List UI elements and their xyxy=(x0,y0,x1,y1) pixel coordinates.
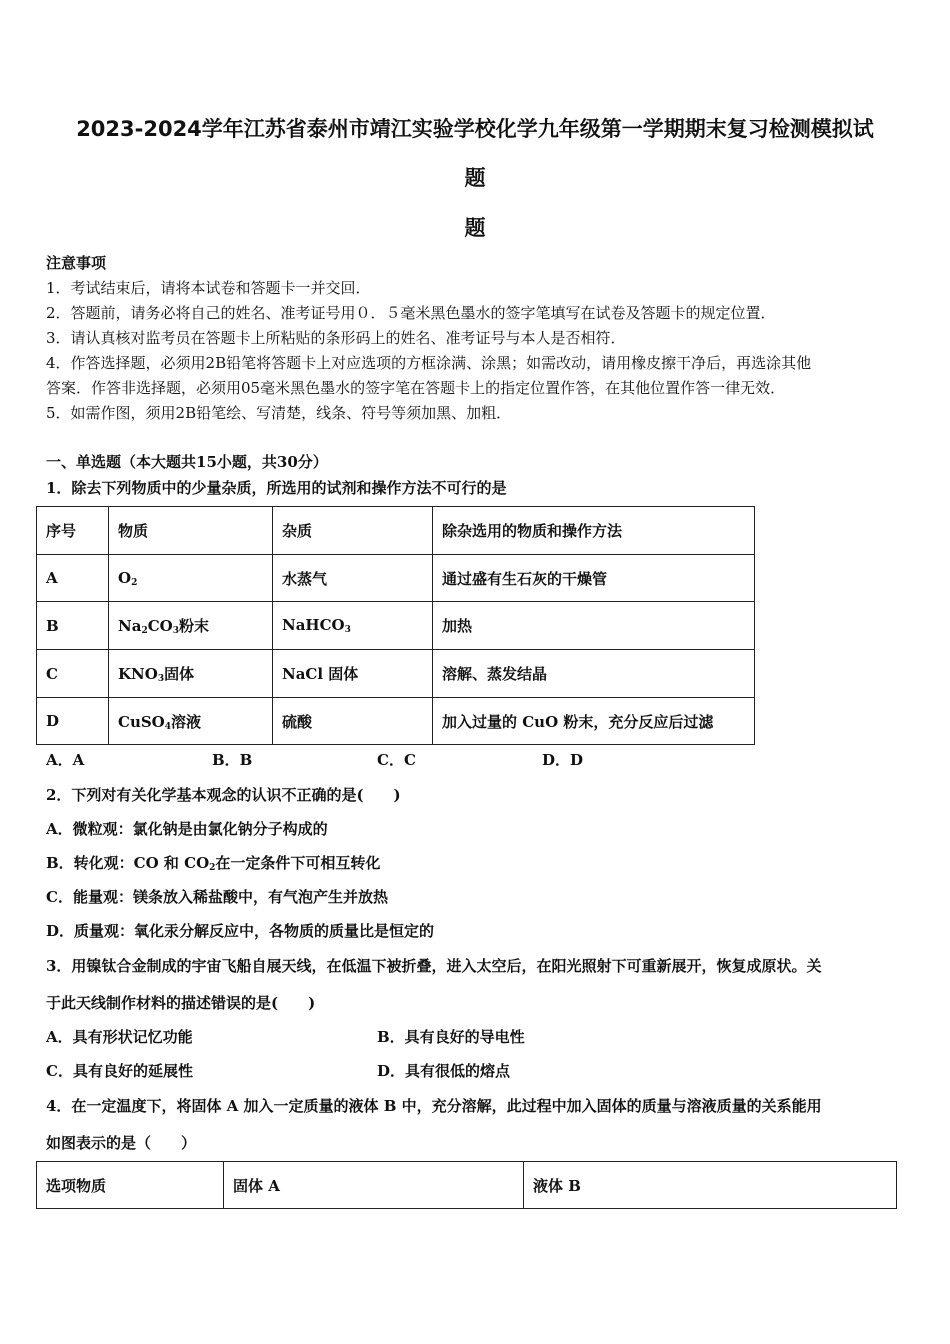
q1-row-d-impurity: 硫酸 xyxy=(273,698,433,745)
q2-option-b[interactable]: B．转化观：CO 和 $CO_2$在一定条件下可相互转化 xyxy=(46,854,381,873)
q4-stem-line2: 如图表示的是（ ） xyxy=(46,1134,197,1152)
q1-row-b-id: B xyxy=(37,602,109,650)
q4-header-solid-a: 固体 A xyxy=(224,1162,524,1209)
q1-row-c-impurity: NaCl 固体 xyxy=(273,650,433,698)
q3-stem-line1: 3．用镍钛合金制成的宇宙飞船自展天线，在低温下被折叠，进入太空后，在阳光照射下可重新展开，恢复成原状。关 xyxy=(46,957,822,975)
notice-heading: 注意事项 xyxy=(46,254,107,272)
q4-header-option: 选项物质 xyxy=(37,1162,224,1209)
q1-row-c-id: C xyxy=(37,650,109,698)
section1-heading: 一、单选题（本大题共15小题，共30分） xyxy=(46,453,328,471)
table-row xyxy=(37,698,755,745)
q4-table-header-row xyxy=(37,1162,897,1209)
q1-stem: 1．除去下列物质中的少量杂质，所选用的试剂和操作方法不可行的是 xyxy=(46,479,507,497)
q1-row-a-id: A xyxy=(37,555,109,602)
exam-title-line3: 题 xyxy=(464,216,486,240)
q1-header-substance: 物质 xyxy=(109,507,273,555)
q4-table xyxy=(36,1161,897,1209)
q1-row-b-impurity: NaHCO$_3$ xyxy=(273,602,433,650)
q1-row-c-substance: $KNO_3$固体 xyxy=(109,650,273,698)
q4-stem-line1: 4．在一定温度下，将固体 A 加入一定质量的液体 B 中，充分溶解，此过程中加入固体的质量与溶液质量的关系能用 xyxy=(46,1097,822,1115)
q1-table xyxy=(36,506,755,745)
q2-option-d[interactable]: D．质量观：氧化汞分解反应中，各物质的质量比是恒定的 xyxy=(46,922,435,940)
q3-option-d[interactable]: D．具有很低的熔点 xyxy=(377,1062,511,1080)
q1-header-impurity: 杂质 xyxy=(273,507,433,555)
table-row xyxy=(37,555,755,602)
q1-option-c[interactable]: C．C xyxy=(377,751,416,769)
q1-row-b-substance: $Na_2CO_3$粉末 xyxy=(109,602,273,650)
q1-row-a-method: 通过盛有生石灰的干燥管 xyxy=(433,555,755,602)
q3-stem-line2: 于此天线制作材料的描述错误的是( ) xyxy=(46,994,316,1012)
q1-header-id: 序号 xyxy=(37,507,109,555)
notice-item-4-cont: 答案．作答非选择题，必须用05毫米黑色墨水的签字笔在答题卡上的指定位置作答，在其他位置作答一律无效． xyxy=(46,379,786,397)
exam-title-line1: 2023-2024学年江苏省泰州市靖江实验学校化学九年级第一学期期末复习检测模拟试 xyxy=(76,117,874,141)
q1-option-b[interactable]: B．B xyxy=(212,751,253,769)
q1-option-d[interactable]: D．D xyxy=(542,751,584,769)
notice-item-2: 2．答题前，请务必将自己的姓名、准考证号用０．５毫米黑色墨水的签字笔填写在试卷及答题卡的规定位置． xyxy=(46,304,776,322)
q3-option-b[interactable]: B．具有良好的导电性 xyxy=(377,1028,525,1046)
table-row xyxy=(37,650,755,698)
q1-row-a-substance: $O_2$ xyxy=(109,555,273,602)
notice-item-5: 5．如需作图，须用2B铅笔绘、写清楚，线条、符号等须加黑、加粗． xyxy=(46,404,512,422)
q1-row-b-method: 加热 xyxy=(433,602,755,650)
q3-option-a[interactable]: A．具有形状记忆功能 xyxy=(46,1028,193,1046)
q2-option-a[interactable]: A．微粒观：氯化钠是由氯化钠分子构成的 xyxy=(46,820,328,838)
q1-row-c-method: 溶解、蒸发结晶 xyxy=(433,650,755,698)
q2-option-c[interactable]: C．能量观：镁条放入稀盐酸中，有气泡产生并放热 xyxy=(46,888,388,906)
q1-row-a-impurity: 水蒸气 xyxy=(273,555,433,602)
q1-row-d-method: 加入过量的 CuO 粉末，充分反应后过滤 xyxy=(433,698,755,745)
q3-option-c[interactable]: C．具有良好的延展性 xyxy=(46,1062,193,1080)
notice-item-3: 3．请认真核对监考员在答题卡上所粘贴的条形码上的姓名、准考证号与本人是否相符． xyxy=(46,329,626,347)
q1-header-method: 除杂选用的物质和操作方法 xyxy=(433,507,755,555)
q1-table-header-row xyxy=(37,507,755,555)
table-row xyxy=(37,602,755,650)
q1-row-d-substance: CuSO$_4$溶液 xyxy=(109,698,273,745)
exam-title-line2: 题 xyxy=(464,166,486,190)
q2-stem: 2．下列对有关化学基本观念的认识不正确的是( ) xyxy=(46,786,401,804)
q1-row-d-id: D xyxy=(37,698,109,745)
q1-option-a[interactable]: A．A xyxy=(46,751,85,769)
notice-item-1: 1．考试结束后，请将本试卷和答题卡一并交回． xyxy=(46,279,371,297)
notice-item-4: 4．作答选择题，必须用2B铅笔将答题卡上对应选项的方框涂满、涂黑；如需改动，请用橡皮擦干净后，再选涂其他 xyxy=(46,354,812,372)
q4-header-liquid-b: 液体 B xyxy=(524,1162,897,1209)
